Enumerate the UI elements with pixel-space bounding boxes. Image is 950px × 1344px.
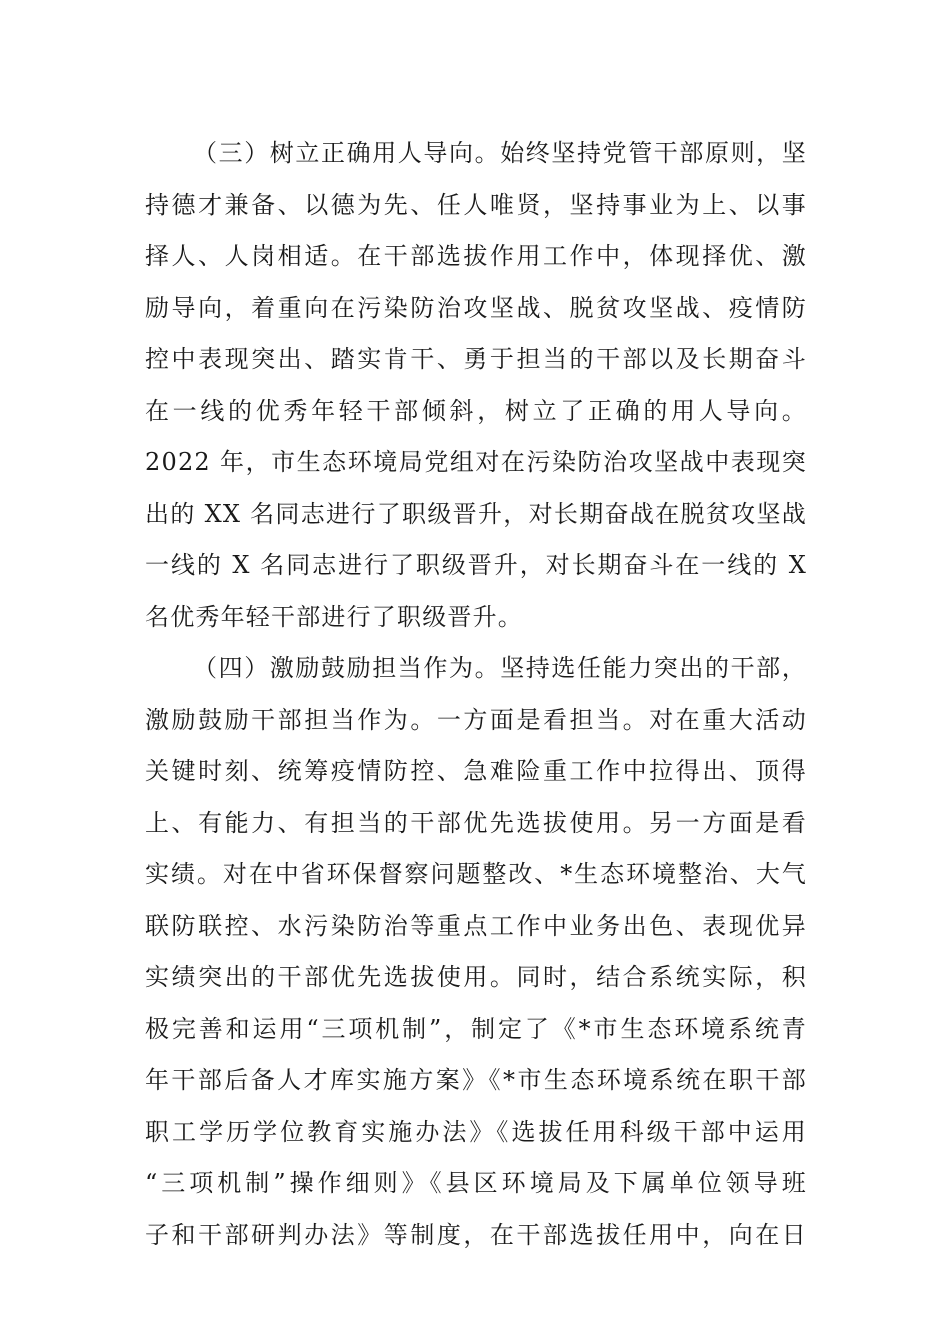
text-line: 激励鼓励干部担当作为。一方面是看担当。对在重大活动 [145, 705, 807, 734]
text-line: “三项机制”操作细则》《县区环境局及下属单位领导班 [145, 1169, 807, 1197]
text-line: 子和干部研判办法》等制度，在干部选拔任用中，向在日 [145, 1220, 807, 1249]
text-line: 出的 XX 名同志进行了职级晋升，对长期奋战在脱贫攻坚战 [145, 499, 807, 528]
text-line: 名优秀年轻干部进行了职级晋升。 [145, 602, 523, 631]
paragraph-section-4 [145, 643, 807, 1261]
text-line: 持德才兼备、以德为先、任人唯贤，坚持事业为上、以事 [145, 190, 807, 219]
text-line: 2022 年，市生态环境局党组对在污染防治攻坚战中表现突 [145, 448, 807, 476]
text-line: 年干部后备人才库实施方案》《*市生态环境系统在职干部 [145, 1066, 807, 1094]
text-line: 职工学历学位教育实施办法》《选拔任用科级干部中运用 [145, 1117, 807, 1146]
text-line: 励导向，着重向在污染防治攻坚战、脱贫攻坚战、疫情防 [145, 293, 807, 322]
text-line: 联防联控、水污染防治等重点工作中业务出色、表现优异 [145, 911, 807, 940]
text-line: 在一线的优秀年轻干部倾斜，树立了正确的用人导向。 [145, 396, 807, 425]
document-body [145, 128, 807, 1261]
text-line: 控中表现突出、踏实肯干、勇于担当的干部以及长期奋斗 [145, 345, 807, 373]
text-line: 实绩突出的干部优先选拔使用。同时，结合系统实际，积 [145, 963, 807, 991]
text-line: 关键时刻、统筹疫情防控、急难险重工作中拉得出、顶得 [145, 757, 807, 785]
text-line: （三）树立正确用人导向。始终坚持党管干部原则，坚 [193, 139, 807, 167]
text-line: （四）激励鼓励担当作为。坚持选任能力突出的干部， [193, 654, 807, 682]
text-line: 上、有能力、有担当的干部优先选拔使用。另一方面是看 [145, 808, 807, 837]
text-line: 极完善和运用“三项机制”，制定了《*市生态环境系统青 [145, 1014, 807, 1043]
paragraph-section-3 [145, 128, 807, 643]
text-line: 择人、人岗相适。在干部选拔作用工作中，体现择优、激 [145, 242, 807, 270]
text-line: 实绩。对在中省环保督察问题整改、*生态环境整治、大气 [145, 860, 807, 888]
text-line: 一线的 X 名同志进行了职级晋升，对长期奋斗在一线的 X [145, 551, 807, 579]
